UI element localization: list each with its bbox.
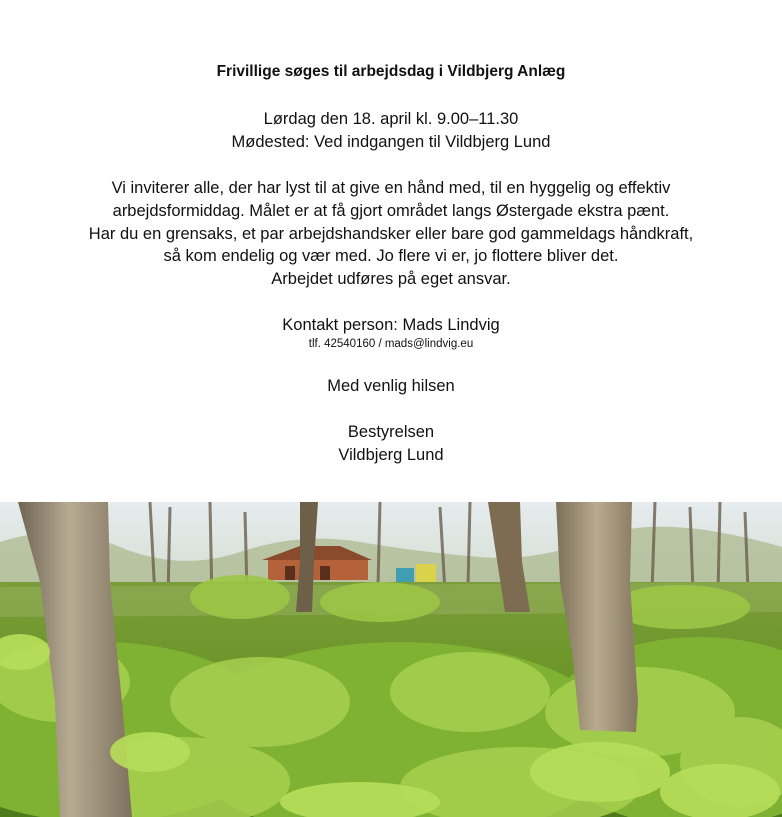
signature-place: Vildbjerg Lund (338, 446, 444, 464)
signature-board: Bestyrelsen (347, 423, 435, 441)
contact-line: Kontakt person: Mads Lindvig (282, 316, 500, 334)
body-line-2: arbejdsformiddag. Målet er at få gjort området langs Østergade ekstra pænt. (112, 202, 670, 220)
meeting-line: Mødested: Ved indgangen til Vildbjerg Lund (231, 133, 551, 151)
contact-details: tlf. 42540160 / mads@lindvig.eu (308, 338, 474, 350)
forest-park-photo (0, 502, 782, 817)
body-line-1: Vi inviterer alle, der har lyst til at give en hånd med, til en hyggelig og effektiv (111, 179, 671, 197)
body-line-3: Har du en grensaks, et par arbejdshandsker eller bare god gammeldags håndkraft, (88, 225, 694, 243)
body-line-5: Arbejdet udføres på eget ansvar. (271, 270, 511, 288)
flyer-title: Frivillige søges til arbejdsdag i Vildbjerg Anlæg (216, 63, 566, 80)
greeting: Med venlig hilsen (327, 377, 455, 395)
body-line-4: så kom endelig og vær med. Jo flere vi er, jo flottere bliver det. (163, 247, 619, 265)
date-line: Lørdag den 18. april kl. 9.00–11.30 (263, 110, 519, 128)
